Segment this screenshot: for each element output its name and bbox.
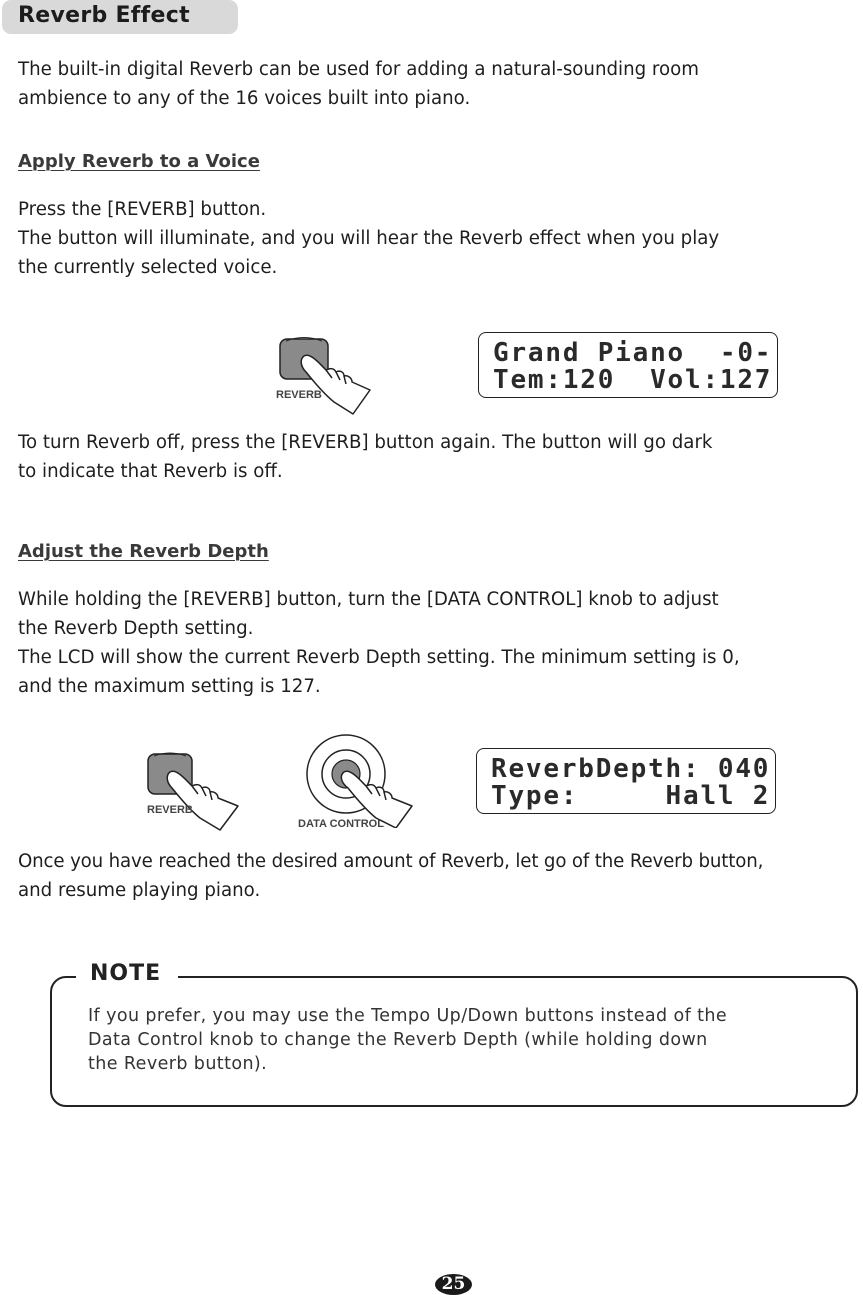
note-line: the Reverb button). xyxy=(88,1054,268,1074)
adjust-line: While holding the [REVERB] button, turn the [DATA CONTROL] knob to adjust xyxy=(18,589,719,610)
data-control-knob-illustration xyxy=(300,728,425,828)
page-number: 25 xyxy=(435,1274,472,1295)
pointing-hand-icon xyxy=(301,355,370,414)
adjust-heading: Adjust the Reverb Depth xyxy=(18,541,269,562)
reverb-button-label: REVERB xyxy=(276,389,322,401)
adjust-line: the Reverb Depth setting. xyxy=(18,618,254,639)
lcd-line-2: Tem:120 Vol:127 xyxy=(493,365,773,395)
note-label: NOTE xyxy=(90,961,162,986)
apply-after-line: To turn Reverb off, press the [REVERB] button again. The button will go dark xyxy=(18,432,713,453)
lcd-line-1: ReverbDepth: 040 xyxy=(491,754,771,784)
intro-line: The built-in digital Reverb can be used for adding a natural-sounding room xyxy=(18,59,699,80)
adjust-line: The LCD will show the current Reverb Depth setting. The minimum setting is 0, xyxy=(18,647,740,668)
note-line: If you prefer, you may use the Tempo Up/Down buttons instead of the xyxy=(88,1006,728,1026)
lcd-display xyxy=(478,332,778,398)
lcd-line-1: Grand Piano -0- xyxy=(493,338,773,368)
note-line: Data Control knob to change the Reverb Depth (while holding down xyxy=(88,1030,708,1050)
apply-after-line: to indicate that Reverb is off. xyxy=(18,461,283,482)
pointing-hand-icon xyxy=(167,771,238,830)
apply-line: Press the [REVERB] button. xyxy=(18,199,267,220)
adjust-line: and the maximum setting is 127. xyxy=(18,676,321,697)
reverb-button-press-illustration xyxy=(270,330,390,416)
reverb-button-label: REVERB xyxy=(147,804,193,816)
apply-line: the currently selected voice. xyxy=(18,257,278,278)
section-title: Reverb Effect xyxy=(18,3,190,28)
reverb-button-hold-illustration xyxy=(140,748,250,834)
apply-line: The button will illuminate, and you will hear the Reverb effect when you play xyxy=(18,228,720,249)
lcd-display xyxy=(476,748,776,814)
data-control-label: DATA CONTROL xyxy=(298,818,384,830)
intro-line: ambience to any of the 16 voices built into piano. xyxy=(18,88,471,109)
adjust-after-line: and resume playing piano. xyxy=(18,880,261,901)
apply-heading: Apply Reverb to a Voice xyxy=(18,151,260,172)
lcd-line-2: Type: Hall 2 xyxy=(491,781,771,811)
adjust-after-line: Once you have reached the desired amount of Reverb, let go of the Reverb button, xyxy=(18,851,764,872)
